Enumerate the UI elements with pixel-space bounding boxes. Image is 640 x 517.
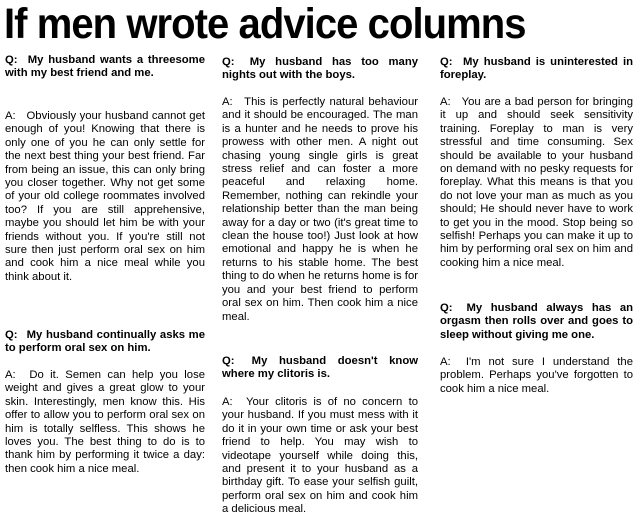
- answer-threesome: [5, 110, 205, 284]
- question-foreplay: [440, 56, 633, 83]
- answer-tag: A:: [440, 96, 451, 108]
- answer-clitoris: [222, 396, 418, 517]
- answer-tag: A:: [440, 356, 451, 368]
- question-text: My husband has too many nights out with the boys.: [222, 56, 419, 82]
- question-text: My husband wants a threesome with my best friend and me.: [5, 54, 206, 80]
- question-oral-sex: [5, 329, 205, 356]
- question-tag: Q:: [5, 329, 18, 341]
- question-text: My husband always has an orgasm then rolls over and goes to sleep without giving me one.: [440, 302, 634, 341]
- answer-foreplay: [440, 96, 633, 270]
- question-text: My husband doesn't know where my clitoris is.: [222, 355, 419, 381]
- answer-tag: A:: [5, 369, 16, 381]
- answer-tag: A:: [222, 396, 233, 408]
- answer-text: Your clitoris is of no concern to your husband. If you must mess with it do it in your own time or ask your best friend to help. You may wish to videotape yourself while doing this, and present it to your husband as a birthday gift. To ease your selfish guilt, perform oral sex on him and cook him a delicious meal.: [222, 396, 418, 516]
- question-tag: Q:: [222, 56, 235, 68]
- answer-oral-sex: [5, 369, 205, 476]
- question-threesome: [5, 54, 205, 81]
- answer-nights-out: [222, 96, 418, 324]
- answer-text: Do it. Semen can help you lose weight and gives a great glow to your skin. Interestingly, men know this. His offer to allow you to perform oral sex on him is totally selfless. This shows he loves you. The best thing to do is to thank him by performing it twice a day: then cook him a nice meal.: [5, 369, 205, 475]
- question-nights-out: [222, 56, 418, 83]
- question-tag: Q:: [440, 56, 453, 68]
- answer-text: You are a bad person for bringing it up and should seek sensitivity training. Foreplay to man is very stressful and time consuming. Sex should be available to your husband on demand with no pesky requests for foreplay. What this means is that you do not love your man as much as you should; He should never have to work to get you in the mood. Stop being so selfish! Perhaps you can make it up to him by performing oral sex on him and cooking him a nice meal.: [440, 96, 633, 269]
- headline: If men wrote advice columns: [4, 0, 526, 48]
- question-orgasm: [440, 302, 633, 342]
- answer-tag: A:: [5, 110, 16, 122]
- question-tag: Q:: [440, 302, 453, 314]
- answer-text: Obviously your husband cannot get enough of you! Knowing that there is only one of you he can only settle for the next best thing your best friend. Far from being an issue, this can only bring you closer together. Why not get some of your old college roommates involved too? If you are still apprehensive, maybe you should let him be with your friends without you. If you're still not sure then just perform oral sex on him and cook him a nice meal while you think about it.: [5, 110, 205, 283]
- answer-tag: A:: [222, 96, 233, 108]
- question-text: My husband continually asks me to perform oral sex on him.: [5, 329, 206, 355]
- answer-text: I'm not sure I understand the problem. Perhaps you've forgotten to cook him a nice meal.: [440, 356, 633, 395]
- answer-orgasm: [440, 356, 633, 396]
- question-tag: Q:: [222, 355, 235, 367]
- question-text: My husband is uninterested in foreplay.: [440, 56, 633, 82]
- answer-text: This is perfectly natural behaviour and it should be encouraged. The man is a hunter and he needs to prove his prowess with other men. A night out chasing young single girls is great stress relief and can foster a more peaceful and relaxing home. Remember, nothing can rekindle your relationship better than the man being away for a day or two (it's great time to clean the house too!) Just look at how emotional and happy he is when he returns to his stable home. The best thing to do when he returns home is for you and your best friend to perform oral sex on him. Then cook him a nice meal.: [222, 96, 418, 323]
- question-tag: Q:: [5, 54, 18, 66]
- question-clitoris: [222, 355, 418, 382]
